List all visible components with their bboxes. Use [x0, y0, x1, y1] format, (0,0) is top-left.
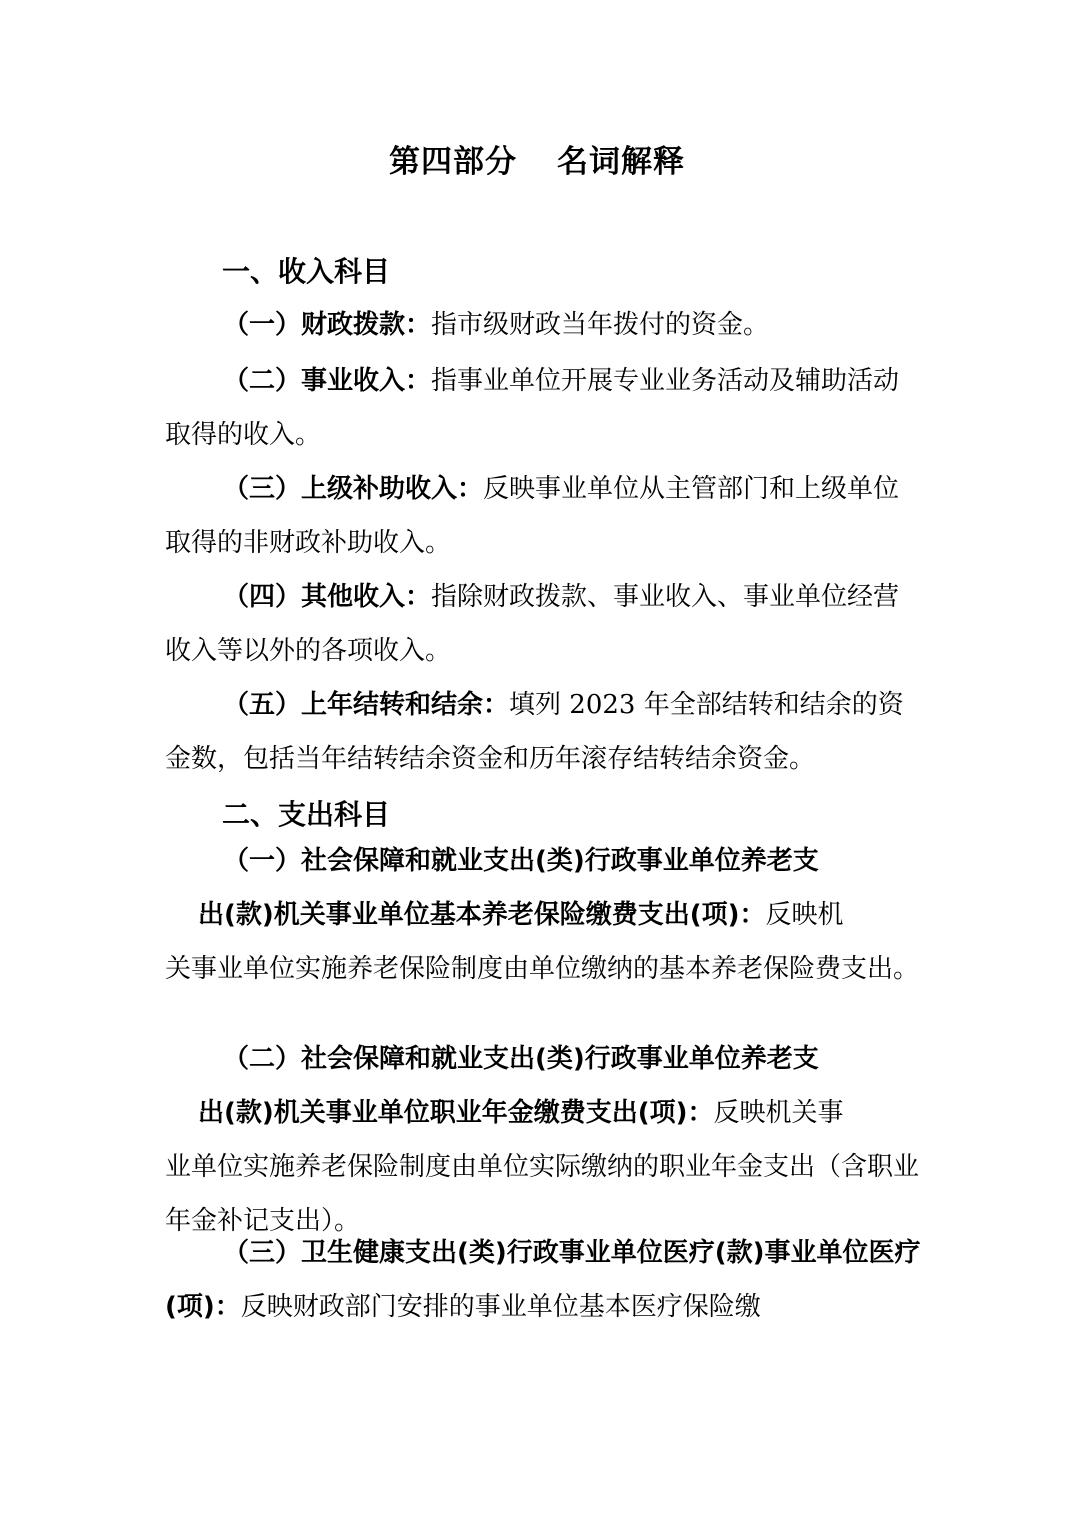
item-text: 关事业单位实施养老保险制度由单位缴纳的基本养老保险费支出。: [165, 954, 920, 984]
item-label: （二）事业收入：: [223, 366, 432, 396]
item-label: （五）上年结转和结余：: [223, 690, 510, 720]
section-heading-income: 一、收入科目: [222, 255, 391, 288]
expense-item-1: [165, 834, 925, 996]
item-text-inline: 反映机关事: [713, 1098, 844, 1128]
item-text-inline: 反映机: [765, 900, 844, 930]
item-text: 指市级财政当年拨付的资金。: [431, 310, 770, 340]
income-item-2: [165, 354, 925, 462]
item-label: （四）其他收入：: [223, 582, 432, 612]
section-heading-expense: 二、支出科目: [222, 798, 391, 831]
expense-item-2: [165, 1032, 925, 1248]
item-label-line1: （一）社会保障和就业支出(类)行政事业单位养老支: [223, 846, 819, 876]
item-text: 业单位实施养老保险制度由单位实际缴纳的职业年金支出（含职业年金补记支出）。: [165, 1152, 920, 1236]
item-label: （三）卫生健康支出(类)行政事业单位医疗(款)事业单位医疗(项)：: [165, 1238, 921, 1322]
income-item-1: [165, 298, 925, 352]
item-label-line2: 出(款)机关事业单位职业年金缴费支出(项)：: [198, 1098, 714, 1128]
expense-item-3: [165, 1226, 925, 1334]
item-text: 反映事业单位从主管部门和上级单位取得的非财政补助收入。: [165, 474, 900, 558]
item-label: （三）上级补助收入：: [223, 474, 484, 504]
page-title: [0, 140, 1074, 184]
income-item-5: [165, 678, 925, 786]
item-label: （一）财政拨款：: [223, 310, 432, 340]
item-text: 指事业单位开展专业业务活动及辅助活动取得的收入。: [165, 366, 900, 450]
title-part: 第四部分: [389, 144, 517, 180]
item-text: 指除财政拨款、事业收入、事业单位经营收入等以外的各项收入。: [165, 582, 900, 666]
income-item-4: [165, 570, 925, 678]
item-label-line2: 出(款)机关事业单位基本养老保险缴费支出(项)：: [198, 900, 766, 930]
title-name: 名词解释: [557, 144, 685, 180]
item-text: 填列 2023 年全部结转和结余的资金数，包括当年结转结余资金和历年滚存结转结余资金。: [165, 690, 904, 774]
item-label-line1: （二）社会保障和就业支出(类)行政事业单位养老支: [223, 1044, 819, 1074]
income-item-3: [165, 462, 925, 570]
item-text: 反映财政部门安排的事业单位基本医疗保险缴: [240, 1292, 761, 1322]
